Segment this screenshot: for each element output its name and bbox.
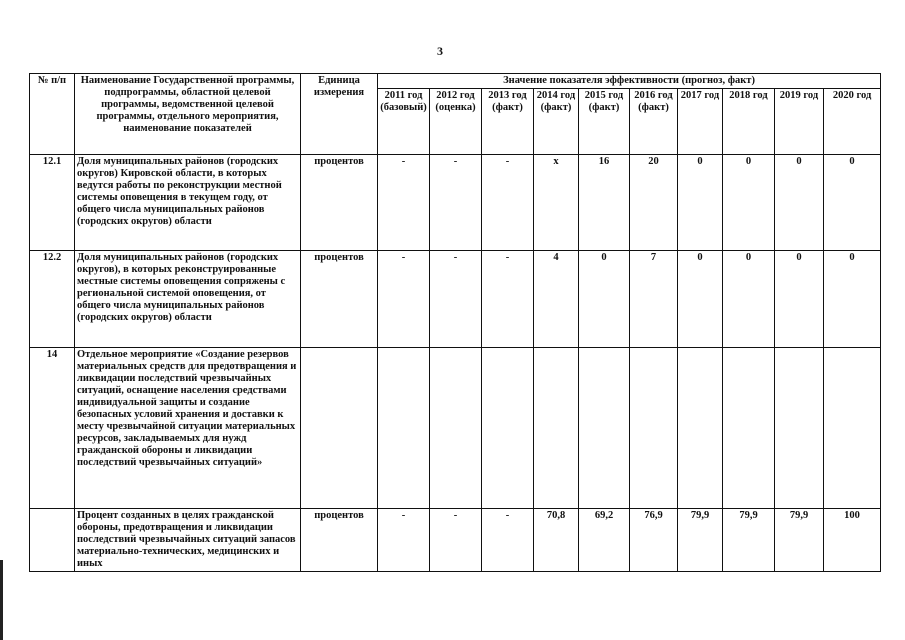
row-value	[630, 348, 678, 509]
row-name: Доля муниципальных районов (городских округов) Кировской области, в которых ведутся работы по реконструкции местной системы оповещения в текущем году, от общего числа муниципальных районов (городских округов) области	[75, 155, 301, 251]
row-unit: процентов	[301, 509, 378, 572]
row-value	[678, 348, 723, 509]
row-value	[534, 348, 579, 509]
row-value: 16	[579, 155, 630, 251]
row-value: 0	[824, 251, 881, 348]
header-year: 2017 год	[678, 89, 723, 155]
row-value: 100	[824, 509, 881, 572]
row-num: 12.2	[30, 251, 75, 348]
row-value: 0	[775, 251, 824, 348]
row-value: 4	[534, 251, 579, 348]
header-year: 2019 год	[775, 89, 824, 155]
indicators-table	[29, 73, 881, 572]
row-value	[723, 348, 775, 509]
table-row	[30, 509, 881, 572]
row-num	[30, 509, 75, 572]
row-value: 70,8	[534, 509, 579, 572]
header-values: Значение показателя эффективности (прогноз, факт)	[378, 74, 881, 89]
row-value	[378, 348, 430, 509]
table-row	[30, 155, 881, 251]
header-year: 2012 год (оценка)	[430, 89, 482, 155]
row-name: Доля муниципальных районов (городских округов), в которых реконструированные местные системы оповещения сопряжены с региональной системой оповещения, от общего числа муниципальных районов (городских округов) области	[75, 251, 301, 348]
header-year: 2020 год	[824, 89, 881, 155]
row-value	[824, 348, 881, 509]
row-unit	[301, 348, 378, 509]
table-row	[30, 251, 881, 348]
header-num: № п/п	[30, 74, 75, 155]
row-value: 76,9	[630, 509, 678, 572]
row-value: 79,9	[678, 509, 723, 572]
header-year: 2016 год (факт)	[630, 89, 678, 155]
header-row	[30, 74, 881, 89]
row-value: 79,9	[723, 509, 775, 572]
header-year: 2015 год (факт)	[579, 89, 630, 155]
row-unit: процентов	[301, 155, 378, 251]
row-name: Отдельное мероприятие «Создание резервов материальных средств для предотвращения и ликвидации последствий чрезвычайных ситуаций, оснащение населения средствами индивидуальной защиты и создание безопасных условий хранения и доставки к месту чрезвычайной ситуации материальных ресурсов, закладываемых для нужд гражданской обороны и ликвидации последствий чрезвычайных ситуаций»	[75, 348, 301, 509]
header-year: 2013 год (факт)	[482, 89, 534, 155]
row-value: 0	[579, 251, 630, 348]
row-value: -	[430, 509, 482, 572]
scan-edge-mark	[0, 560, 3, 640]
row-value: 0	[723, 251, 775, 348]
row-value: -	[378, 509, 430, 572]
row-value	[579, 348, 630, 509]
row-num: 14	[30, 348, 75, 509]
header-name: Наименование Государственной программы, подпрограммы, областной целевой программы, ведомственной целевой программы, отдельного мероприятия, наименование показателей	[75, 74, 301, 155]
row-value: -	[430, 155, 482, 251]
row-value: -	[430, 251, 482, 348]
row-value: 0	[824, 155, 881, 251]
header-year: 2018 год	[723, 89, 775, 155]
row-value: -	[482, 251, 534, 348]
header-unit: Единица измерения	[301, 74, 378, 155]
row-unit: процентов	[301, 251, 378, 348]
row-value: -	[482, 155, 534, 251]
row-num: 12.1	[30, 155, 75, 251]
header-year: 2014 год (факт)	[534, 89, 579, 155]
row-value: 20	[630, 155, 678, 251]
page-number: 3	[437, 44, 443, 58]
row-value: -	[482, 509, 534, 572]
table-row	[30, 348, 881, 509]
row-value: 0	[723, 155, 775, 251]
row-value: 0	[678, 251, 723, 348]
row-value: 69,2	[579, 509, 630, 572]
row-value: 7	[630, 251, 678, 348]
row-name: Процент созданных в целях гражданской обороны, предотвращения и ликвидации последствий чрезвычайных ситуаций запасов материально-технических, медицинских и иных	[75, 509, 301, 572]
row-value	[775, 348, 824, 509]
row-value: 0	[775, 155, 824, 251]
row-value: -	[378, 251, 430, 348]
row-value: х	[534, 155, 579, 251]
row-value: 0	[678, 155, 723, 251]
row-value: -	[378, 155, 430, 251]
row-value: 79,9	[775, 509, 824, 572]
header-year: 2011 год (базовый)	[378, 89, 430, 155]
row-value	[482, 348, 534, 509]
row-value	[430, 348, 482, 509]
